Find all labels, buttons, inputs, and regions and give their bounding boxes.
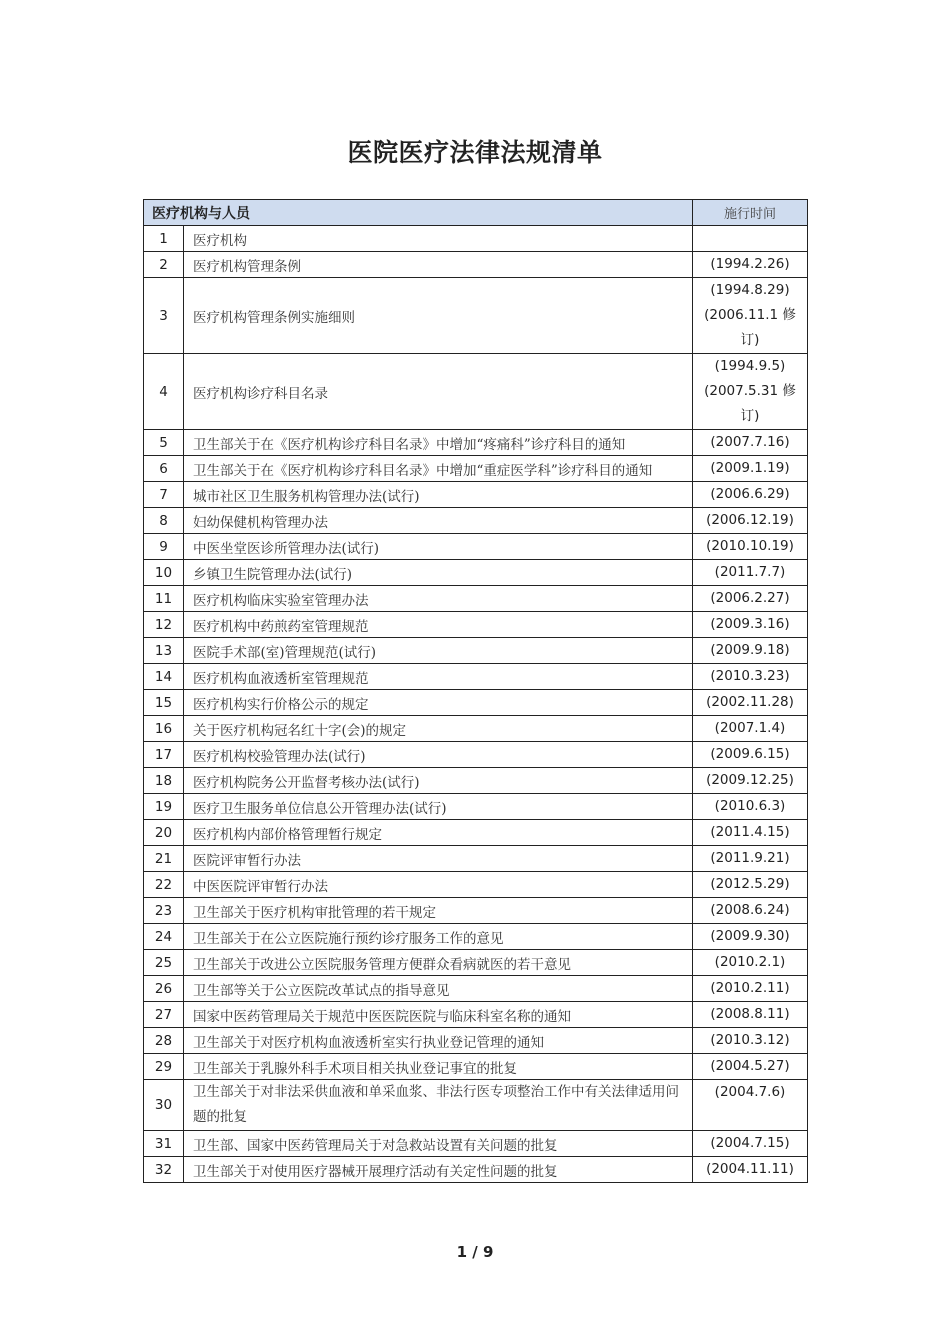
row-number: 25 [144,950,184,976]
regulation-name: 卫生部关于在《医疗机构诊疗科目名录》中增加“重症医学科”诊疗科目的通知 [184,456,693,482]
regulation-name: 国家中医药管理局关于规范中医医院医院与临床科室名称的通知 [184,1002,693,1028]
table-row [144,716,808,742]
regulation-name: 卫生部关于医疗机构审批管理的若干规定 [184,898,693,924]
row-number: 3 [144,278,184,354]
row-number: 31 [144,1131,184,1157]
regulation-name: 医疗机构临床实验室管理办法 [184,586,693,612]
regulation-name: 乡镇卫生院管理办法(试行) [184,560,693,586]
table-row [144,252,808,278]
table-row [144,1002,808,1028]
regulation-name: 医疗卫生服务单位信息公开管理办法(试行) [184,794,693,820]
table-row [144,690,808,716]
row-number: 7 [144,482,184,508]
effective-date: (2007.1.4) [693,716,808,742]
regulation-name: 城市社区卫生服务机构管理办法(试行) [184,482,693,508]
effective-date: (2009.3.16) [693,612,808,638]
table-row [144,226,808,252]
table-row [144,1054,808,1080]
effective-date: (2002.11.28) [693,690,808,716]
regulation-name: 卫生部关于乳腺外科手术项目相关执业登记事宜的批复 [184,1054,693,1080]
effective-date: (2004.5.27) [693,1054,808,1080]
regulation-name: 医疗机构内部价格管理暂行规定 [184,820,693,846]
row-number: 6 [144,456,184,482]
effective-date: (2008.6.24) [693,898,808,924]
row-number: 2 [144,252,184,278]
page-number [0,1243,950,1261]
row-number: 4 [144,354,184,430]
regulation-name: 卫生部关于对医疗机构血液透析室实行执业登记管理的通知 [184,1028,693,1054]
table-row [144,482,808,508]
table-row [144,508,808,534]
table-row [144,1157,808,1183]
table-row [144,924,808,950]
table-row [144,898,808,924]
row-number: 23 [144,898,184,924]
table-row [144,278,808,354]
row-number: 29 [144,1054,184,1080]
table-row [144,354,808,430]
row-number: 20 [144,820,184,846]
effective-date: (2004.11.11) [693,1157,808,1183]
table-row [144,742,808,768]
effective-date: (2009.6.15) [693,742,808,768]
table-row [144,534,808,560]
row-number: 13 [144,638,184,664]
regulations-table [143,199,808,1183]
row-number: 18 [144,768,184,794]
regulation-name: 医疗机构实行价格公示的规定 [184,690,693,716]
regulation-name: 医疗机构 [184,226,693,252]
regulation-name: 医疗机构校验管理办法(试行) [184,742,693,768]
regulation-name: 医疗机构血液透析室管理规范 [184,664,693,690]
page-separator: / [467,1243,483,1261]
regulation-name: 中医坐堂医诊所管理办法(试行) [184,534,693,560]
effective-date: (2010.2.1) [693,950,808,976]
effective-date: (2010.3.23) [693,664,808,690]
table-row [144,586,808,612]
effective-date: (1994.9.5) (2007.5.31 修 订) [693,354,808,430]
table-row [144,560,808,586]
effective-date: (2004.7.6) [693,1080,808,1131]
row-number: 22 [144,872,184,898]
regulation-name: 卫生部关于对非法采供血液和单采血浆、非法行医专项整治工作中有关法律适用问题的批复 [184,1080,693,1131]
row-number: 28 [144,1028,184,1054]
row-number: 15 [144,690,184,716]
table-row [144,664,808,690]
effective-date: (2011.7.7) [693,560,808,586]
effective-date: (2009.9.18) [693,638,808,664]
effective-date: (2011.9.21) [693,846,808,872]
regulation-name: 医疗机构院务公开监督考核办法(试行) [184,768,693,794]
row-number: 24 [144,924,184,950]
regulation-name: 卫生部等关于公立医院改革试点的指导意见 [184,976,693,1002]
effective-date: (2008.8.11) [693,1002,808,1028]
regulation-name: 卫生部关于在公立医院施行预约诊疗服务工作的意见 [184,924,693,950]
table-header-row [144,200,808,226]
row-number: 32 [144,1157,184,1183]
table-row [144,1028,808,1054]
table-row [144,768,808,794]
table-row [144,430,808,456]
table-row [144,612,808,638]
table-row [144,846,808,872]
effective-date: (2006.12.19) [693,508,808,534]
effective-date: (2007.7.16) [693,430,808,456]
regulation-name: 医院手术部(室)管理规范(试行) [184,638,693,664]
table-row [144,456,808,482]
row-number: 5 [144,430,184,456]
row-number: 10 [144,560,184,586]
table-row [144,872,808,898]
table-row [144,794,808,820]
regulation-name: 医疗机构管理条例 [184,252,693,278]
regulation-name: 关于医疗机构冠名红十字(会)的规定 [184,716,693,742]
table-row [144,976,808,1002]
current-page: 1 [456,1243,468,1261]
effective-date [693,226,808,252]
regulation-name: 医疗机构诊疗科目名录 [184,354,693,430]
regulation-name: 医院评审暂行办法 [184,846,693,872]
effective-date: (2009.12.25) [693,768,808,794]
effective-date: (1994.2.26) [693,252,808,278]
row-number: 16 [144,716,184,742]
date-column-header: 施行时间 [693,200,808,226]
regulation-name: 医疗机构管理条例实施细则 [184,278,693,354]
row-number: 11 [144,586,184,612]
table-row [144,950,808,976]
regulation-name: 卫生部关于改进公立医院服务管理方便群众看病就医的若干意见 [184,950,693,976]
row-number: 9 [144,534,184,560]
table-row [144,820,808,846]
effective-date: (2010.2.11) [693,976,808,1002]
regulation-name: 中医医院评审暂行办法 [184,872,693,898]
row-number: 8 [144,508,184,534]
effective-date: (2012.5.29) [693,872,808,898]
effective-date: (1994.8.29) (2006.11.1 修 订) [693,278,808,354]
total-pages: 9 [482,1243,494,1261]
row-number: 12 [144,612,184,638]
table-row [144,1080,808,1131]
regulation-name: 卫生部、国家中医药管理局关于对急救站设置有关问题的批复 [184,1131,693,1157]
row-number: 19 [144,794,184,820]
effective-date: (2004.7.15) [693,1131,808,1157]
effective-date: (2010.6.3) [693,794,808,820]
row-number: 27 [144,1002,184,1028]
row-number: 21 [144,846,184,872]
table-row [144,638,808,664]
row-number: 1 [144,226,184,252]
row-number: 30 [144,1080,184,1131]
row-number: 26 [144,976,184,1002]
effective-date: (2011.4.15) [693,820,808,846]
regulation-name: 妇幼保健机构管理办法 [184,508,693,534]
regulation-name: 医疗机构中药煎药室管理规范 [184,612,693,638]
effective-date: (2006.6.29) [693,482,808,508]
effective-date: (2009.1.19) [693,456,808,482]
row-number: 17 [144,742,184,768]
section-header: 医疗机构与人员 [144,200,693,226]
document-title: 医院医疗法律法规清单 [347,138,603,167]
effective-date: (2006.2.27) [693,586,808,612]
table-row [144,1131,808,1157]
effective-date: (2010.10.19) [693,534,808,560]
effective-date: (2009.9.30) [693,924,808,950]
regulation-name: 卫生部关于对使用医疗器械开展理疗活动有关定性问题的批复 [184,1157,693,1183]
row-number: 14 [144,664,184,690]
regulation-name: 卫生部关于在《医疗机构诊疗科目名录》中增加“疼痛科”诊疗科目的通知 [184,430,693,456]
effective-date: (2010.3.12) [693,1028,808,1054]
